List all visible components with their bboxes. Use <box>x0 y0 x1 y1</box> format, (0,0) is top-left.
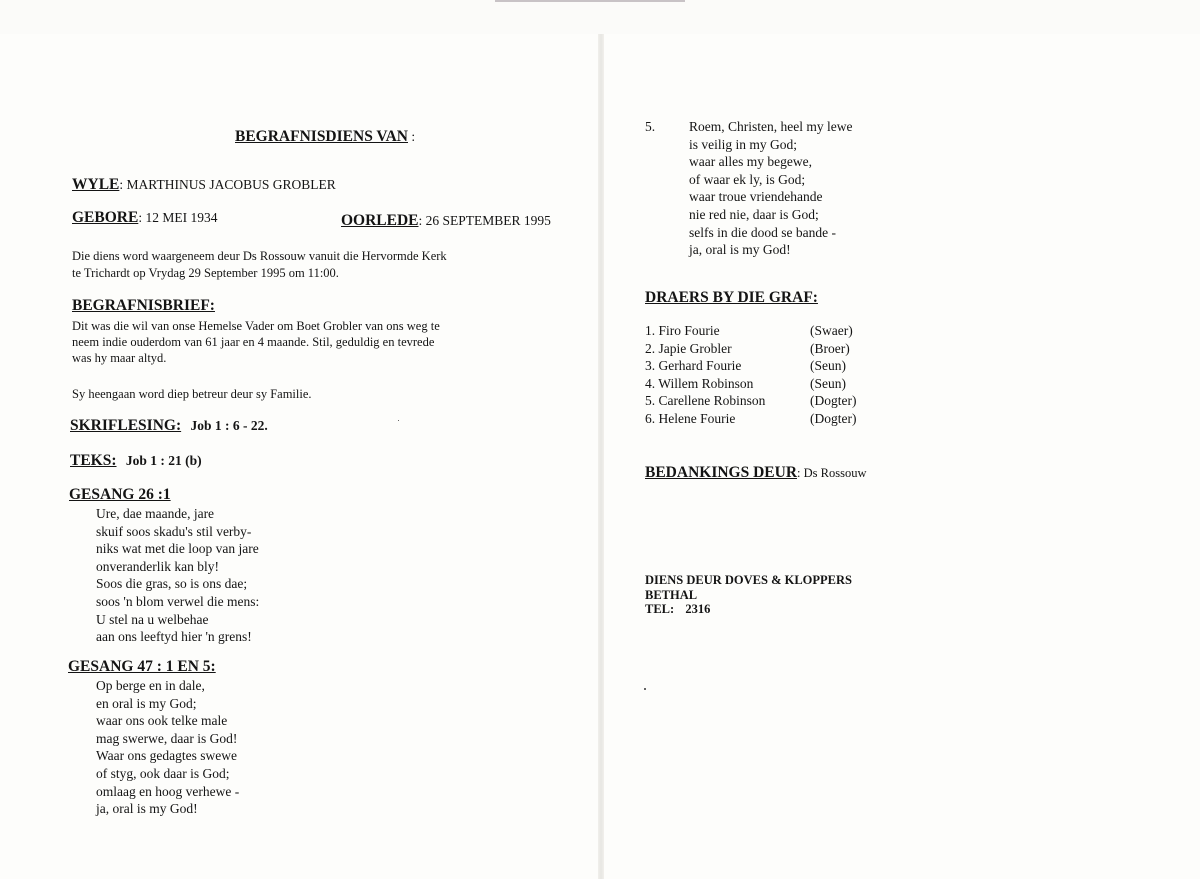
pallbearers-heading: DRAERS BY DIE GRAF: <box>645 289 818 306</box>
footer-town: BETHAL <box>645 588 698 602</box>
pallbearers-list <box>645 323 885 429</box>
verse-line: Ure, dae maande, jare <box>96 506 215 521</box>
text-row <box>70 452 202 469</box>
pallbearer-relation: (Dogter) <box>810 410 857 426</box>
born-date: : 12 MEI 1934 <box>138 210 218 225</box>
verse-line: waar alles my begewe, <box>689 154 812 170</box>
verse-line: U stel na u welbehae <box>96 611 209 627</box>
deceased-label: WYLE <box>72 176 120 193</box>
funeral-letter-line-1: Dit was die wil van onse Hemelse Vader om Boet Grobler van ons weg te <box>72 319 440 333</box>
text-label: TEKS: <box>70 452 117 469</box>
footer-undertaker: DIENS DEUR DOVES & KLOPPERS <box>645 573 852 587</box>
footer-tel-label: TEL: <box>645 602 675 616</box>
pallbearer-relation: (Seun) <box>810 375 846 391</box>
mourned-line: Sy heengaan word diep betreur deur sy Familie. <box>72 387 312 401</box>
pallbearer-relation: (Dogter) <box>810 393 857 409</box>
verse-line: Soos die gras, so is ons dae; <box>96 576 248 592</box>
verse-line: onveranderlik kan bly! <box>96 558 219 574</box>
verse-line: skuif soos skadu's stil verby- <box>96 523 252 539</box>
pallbearer-row <box>645 358 885 376</box>
verse-line: selfs in die dood se bande - <box>689 224 836 240</box>
verse-line: nie red nie, daar is God; <box>689 206 819 222</box>
document-title-suffix: : <box>411 129 416 144</box>
deceased-name: : MARTHINUS JACOBUS GROBLER <box>119 177 336 192</box>
pallbearer-row <box>645 393 885 411</box>
footer-tel-row <box>645 601 710 618</box>
scripture-reference: Job 1 : 6 - 22. <box>190 418 268 433</box>
scan-top-line <box>495 0 685 2</box>
pallbearer-row <box>645 323 885 341</box>
pallbearer-name: 4. Willem Robinson <box>645 375 754 391</box>
thanks-row <box>645 464 866 482</box>
scan-top-edge <box>0 0 1200 34</box>
hymn-47-verse <box>96 677 239 818</box>
document-title: BEGRAFNISDIENS VAN <box>235 128 408 145</box>
pallbearer-row <box>645 376 885 394</box>
verse-line: Op berge en in dale, <box>96 678 205 693</box>
scripture-label: SKRIFLESING: <box>70 417 182 434</box>
text-reference: Job 1 : 21 (b) <box>125 453 202 468</box>
verse-line: mag swerwe, daar is God! <box>96 730 238 746</box>
thanks-value: : Ds Rossouw <box>797 466 867 480</box>
verse-line: omlaag en hoog verhewe - <box>96 783 240 799</box>
page-fold <box>598 34 604 879</box>
died-label: OORLEDE <box>341 212 419 229</box>
verse-line: aan ons leeftyd hier 'n grens! <box>96 629 252 645</box>
service-line-2: te Trichardt op Vrydag 29 September 1995 om 11:00. <box>72 266 339 280</box>
pallbearer-relation: (Broer) <box>810 340 850 356</box>
funeral-letter-heading: BEGRAFNISBRIEF: <box>72 297 215 314</box>
speck-mark <box>398 420 399 421</box>
died-row <box>341 212 551 229</box>
service-line-1: Die diens word waargeneem deur Ds Rossouw vanuit die Hervormde Kerk <box>72 249 447 263</box>
pallbearer-name: 6. Helene Fourie <box>645 410 736 426</box>
pallbearer-name: 2. Japie Grobler <box>645 340 732 356</box>
pallbearer-name: 5. Carellene Robinson <box>645 393 766 409</box>
verse-line: ja, oral is my God! <box>689 242 791 258</box>
speck-mark <box>644 688 646 690</box>
pallbearer-row <box>645 411 885 429</box>
verse-line: soos 'n blom verwel die mens: <box>96 593 260 609</box>
verse-line: Roem, Christen, heel my lewe <box>689 119 853 134</box>
footer-tel-value: 2316 <box>685 602 711 616</box>
pallbearer-relation: (Seun) <box>810 358 846 374</box>
verse-line: of styg, ook daar is God; <box>96 765 230 781</box>
hymn-47-heading: GESANG 47 : 1 EN 5: <box>68 658 216 675</box>
hymn-26-heading: GESANG 26 :1 <box>69 486 171 503</box>
pallbearer-row <box>645 341 885 359</box>
verse-line: en oral is my God; <box>96 695 197 711</box>
scripture-row <box>70 417 268 434</box>
pallbearer-name: 3. Gerhard Fourie <box>645 358 742 374</box>
died-date: : 26 SEPTEMBER 1995 <box>418 213 551 228</box>
verse-line: Waar ons gedagtes swewe <box>96 748 237 764</box>
verse-line: of waar ek ly, is God; <box>689 171 806 187</box>
born-row <box>72 209 217 226</box>
pallbearer-relation: (Swaer) <box>810 323 853 338</box>
funeral-letter-line-2: neem indie ouderdom van 61 jaar en 4 maande. Stil, geduldig en tevrede <box>72 335 435 349</box>
verse-line: waar ons ook telke male <box>96 713 228 729</box>
verse-line: is veilig in my God; <box>689 136 797 152</box>
hymn-26-verse <box>96 505 259 646</box>
thanks-label: BEDANKINGS DEUR <box>645 464 798 481</box>
verse-5 <box>689 118 852 259</box>
born-label: GEBORE <box>72 209 139 226</box>
pallbearer-name: 1. Firo Fourie <box>645 323 720 338</box>
verse-line: waar troue vriendehande <box>689 189 823 205</box>
document-title-row <box>235 128 415 145</box>
verse-line: ja, oral is my God! <box>96 801 198 817</box>
verse-5-number: 5. <box>645 119 656 134</box>
deceased-row <box>72 176 336 193</box>
verse-line: niks wat met die loop van jare <box>96 541 259 557</box>
funeral-letter-line-3: was hy maar altyd. <box>72 351 167 365</box>
